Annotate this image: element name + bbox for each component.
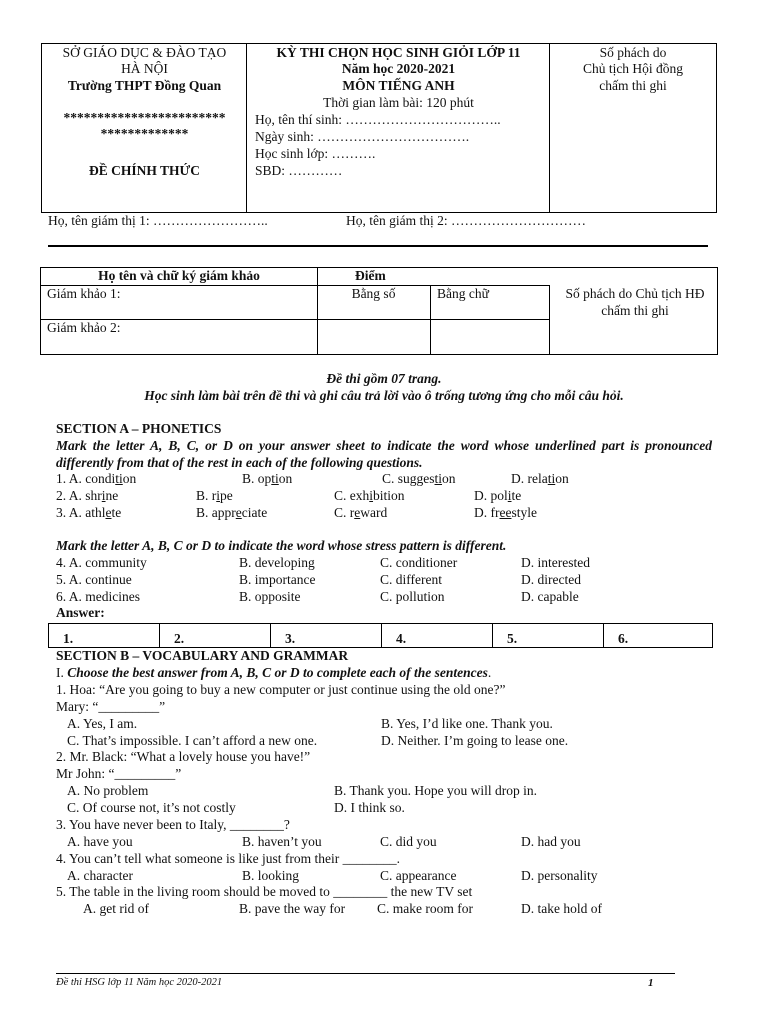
page-count-notice: Đề thi gồm 07 trang. bbox=[326, 371, 442, 386]
section-a-title: SECTION A – PHONETICS bbox=[56, 421, 222, 436]
stars-line-2: ************* bbox=[100, 126, 189, 141]
score-by-number-label: Bằng số bbox=[351, 286, 396, 301]
footer-title: Đề thi HSG lớp 11 Năm học 2020-2021 bbox=[56, 977, 223, 988]
b-question-1-option-b: B. Yes, I’d like one. Thank you. bbox=[381, 716, 553, 731]
col-divider-1 bbox=[317, 268, 318, 354]
b-question-2-option-a: A. No problem bbox=[67, 783, 149, 798]
b-question-3-options: A. have you B. haven’t you C. did you D. had you bbox=[67, 834, 581, 849]
cut-line-divider bbox=[48, 245, 708, 247]
answer-cell-2[interactable]: 2. bbox=[160, 624, 271, 647]
candidate-number-field: SBD: ………… bbox=[255, 163, 343, 178]
city-name: HÀ NỘI bbox=[121, 61, 168, 76]
department-name: SỞ GIÁO DỤC & ĐÀO TẠO bbox=[62, 45, 227, 60]
stars-line-1: ************************ bbox=[63, 110, 226, 125]
stress-questions: 4. A. community B. developing C. conditioner D. interested 5. A. continue B. importance C. different D. directed 6. A. medicines B. opposite C. pollution D. capable bbox=[56, 555, 590, 604]
b-question-2-option-b: B. Thank you. Hope you will drop in. bbox=[334, 783, 537, 798]
b-question-2-reply: Mr John: “_________” bbox=[56, 766, 182, 781]
b-question-4-options: A. character B. looking C. appearance D. personality bbox=[67, 868, 598, 883]
footer-rule bbox=[56, 973, 675, 974]
section-b-part-1-instruction: I. Choose the best answer from A, B, C or D to complete each of the sentences. bbox=[56, 665, 492, 680]
proctor-2-field: Họ, tên giám thị 2: ………………………… bbox=[346, 213, 586, 228]
answer-cell-6[interactable]: 6. bbox=[618, 631, 629, 646]
answer-instruction: Học sinh làm bài trên đề thi và ghi câu trả lời vào ô trống tương ứng cho mỗi câu hỏi. bbox=[144, 388, 624, 403]
b-question-1-option-a: A. Yes, I am. bbox=[67, 716, 138, 731]
exam-title: KỲ THI CHỌN HỌC SINH GIỎI LỚP 11 bbox=[276, 45, 521, 60]
col-divider-3 bbox=[549, 285, 550, 354]
slip-note-line-1: Số phách do bbox=[599, 45, 667, 60]
examiner-column-header: Họ tên và chữ ký giám khảo bbox=[98, 268, 260, 283]
exam-duration: Thời gian làm bài: 120 phút bbox=[323, 95, 474, 110]
proctor-1-field: Họ, tên giám thị 1: …………………….. bbox=[48, 213, 268, 228]
b-question-2-option-d: D. I think so. bbox=[334, 800, 405, 815]
section-a-instruction-2: Mark the letter A, B, C or D to indicate the word whose stress pattern is different. bbox=[56, 538, 507, 553]
page-number: 1 bbox=[648, 977, 654, 989]
b-question-5-options: A. get rid of B. pave the way for C. make room for D. take hold of bbox=[83, 901, 602, 916]
b-question-3-prompt: 3. You have never been to Italy, ________? bbox=[56, 817, 290, 832]
answer-cell-5[interactable]: 5. bbox=[493, 624, 604, 647]
section-a-instruction-1: Mark the letter A, B, C, or D on your answer sheet to indicate the word whose underlined part is pronounced differently from that of the rest in each of the following questions. bbox=[56, 438, 712, 470]
examiner-2-label: Giám khảo 2: bbox=[47, 320, 121, 335]
subject-name: MÔN TIẾNG ANH bbox=[342, 78, 455, 93]
score-column-header: Điểm bbox=[355, 268, 386, 283]
slip-number-label: Số phách do Chủ tịch HĐ chấm thi ghi bbox=[565, 286, 705, 318]
col-divider-2 bbox=[430, 285, 431, 354]
score-by-words-label: Bằng chữ bbox=[437, 286, 489, 301]
date-of-birth-field: Ngày sinh: ……………………………. bbox=[255, 129, 470, 144]
examiner-1-label: Giám khảo 1: bbox=[47, 286, 121, 301]
official-exam-label: ĐỀ CHÍNH THỨC bbox=[88, 163, 200, 178]
examiner-score-table bbox=[40, 267, 718, 355]
b-question-1-prompt: 1. Hoa: “Are you going to buy a new computer or just continue using the old one?” bbox=[56, 682, 506, 697]
answer-cell-1[interactable]: 1. bbox=[49, 624, 160, 647]
header-left-cell bbox=[42, 44, 247, 212]
b-question-2-option-c: C. Of course not, it’s not costly bbox=[67, 800, 236, 815]
b-question-1-option-d: D. Neither. I’m going to lease one. bbox=[381, 733, 569, 748]
section-b-title: SECTION B – VOCABULARY AND GRAMMAR bbox=[56, 648, 349, 663]
school-year: Năm học 2020-2021 bbox=[341, 61, 456, 76]
class-field: Học sinh lớp: ………. bbox=[255, 146, 376, 161]
b-question-4-prompt: 4. You can’t tell what someone is like just from their ________. bbox=[56, 851, 400, 866]
header-middle-cell bbox=[247, 44, 550, 212]
slip-note-line-3: chấm thi ghi bbox=[599, 78, 667, 93]
exam-header-table bbox=[41, 43, 717, 213]
answer-cell-3[interactable]: 3. bbox=[271, 624, 382, 647]
school-name: Trường THPT Đồng Quan bbox=[67, 78, 222, 93]
phonetics-questions: 1. A. condition B. option C. suggestion D. relation 2. A. shrine B. ripe C. exhibition D. polite 3. A. athlete B. appreciate C. reward D. freestyle bbox=[56, 471, 569, 520]
b-question-1-option-c: C. That’s impossible. I can’t afford a new one. bbox=[67, 733, 318, 748]
candidate-name-field: Họ, tên thí sinh: …………………………….. bbox=[255, 112, 501, 127]
b-question-2-prompt: 2. Mr. Black: “What a lovely house you have!” bbox=[56, 749, 311, 764]
answer-label: Answer: bbox=[56, 605, 105, 620]
answer-cell-4[interactable]: 4. bbox=[382, 624, 493, 647]
answer-grid bbox=[48, 623, 713, 648]
slip-note-line-2: Chủ tịch Hội đồng bbox=[582, 61, 684, 76]
b-question-5-prompt: 5. The table in the living room should be moved to ________ the new TV set bbox=[56, 884, 473, 899]
b-question-1-reply: Mary: “_________” bbox=[56, 699, 166, 714]
header-right-cell bbox=[550, 44, 716, 212]
